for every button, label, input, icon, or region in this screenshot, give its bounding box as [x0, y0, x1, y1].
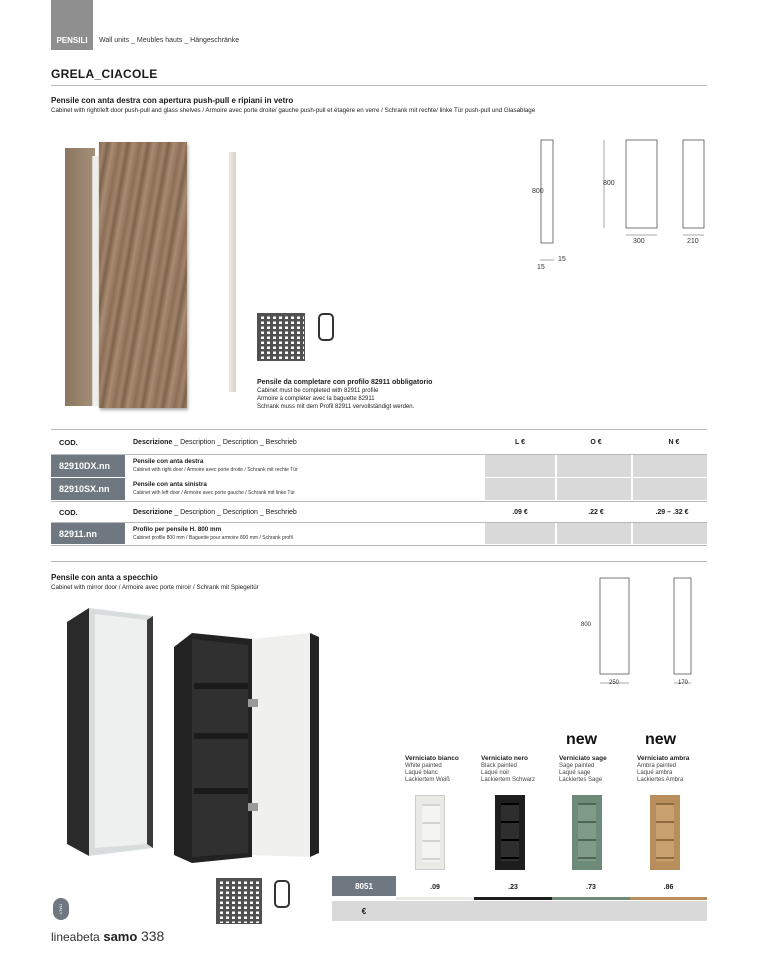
price-n: .29 – .32 €: [655, 509, 689, 516]
cabinet-white-thumb: [415, 795, 445, 870]
row-sub: Cabinet with left door / Armoire avec porte gauche / Schrank mit linke Tür: [133, 490, 295, 496]
page-number: 338: [140, 928, 165, 944]
row-sub: Cabinet profile 800 mm / Baguette pour armoire 800 mm / Schrank profil: [133, 535, 293, 541]
country-badge: ITALY: [53, 898, 69, 920]
dimension-drawing: [520, 135, 720, 280]
profile-image: [229, 152, 236, 392]
dim-width: 300: [633, 238, 645, 245]
row-title: Pensile con anta sinistra: [133, 481, 207, 488]
phone-icon: [318, 313, 334, 341]
price-sage: .73: [586, 884, 596, 891]
dim-depth-2: 15: [537, 264, 545, 271]
new-badge: new: [566, 731, 598, 748]
col-cod: COD.: [59, 508, 78, 517]
mirror-cabinet-closed-image: [67, 608, 155, 856]
table-header: [51, 502, 707, 522]
qr-code[interactable]: [216, 878, 262, 924]
note-line-fr: Armoire à compléter avec la baguette 82911: [257, 396, 375, 402]
currency-label: €: [332, 901, 396, 921]
section-tag: PENSILI: [51, 0, 93, 50]
dimension-drawing: [590, 575, 700, 690]
product-title: Pensile con anta destra con apertura push-pull e ripiani in vetro: [51, 96, 294, 105]
price-blank-row: [396, 901, 707, 921]
table-row: [51, 455, 707, 477]
wood-cabinet-image: [65, 142, 187, 408]
cabinet-black-thumb: [495, 795, 525, 870]
phone-icon: [274, 880, 290, 908]
price-white: .09: [430, 884, 440, 891]
dim-depth: 170: [678, 680, 689, 686]
footer-brand: lineabeta samo 338: [51, 928, 165, 944]
dim-height: 800: [581, 622, 592, 628]
col-l: L €: [515, 439, 525, 446]
dim-width: 250: [609, 680, 620, 686]
table-row: [51, 523, 707, 544]
product-code: 82910SX.nn: [51, 478, 125, 500]
profile-note: [257, 379, 517, 411]
finish-sage: Verniciato sage Sage painted Laqué sage Lackiertes Sage: [559, 755, 607, 783]
row-title: Profilo per pensile H. 800 mm: [133, 526, 222, 533]
dim-depth-1: 15: [558, 256, 566, 263]
new-badge: new: [645, 731, 677, 748]
product-subtitle: Cabinet with mirror door / Armoire avec porte miroir / Schrank mit Spiegeltür: [51, 584, 259, 591]
col-n: N €: [668, 439, 680, 446]
product-subtitle: Cabinet with right/left door push-pull and glass shelves / Armoire avec porte droite/ gauche push-pull et étagère en verre / Schrank mit rechte/ linke Tür push-pull und Glasablage: [51, 107, 536, 114]
cabinet-ambra-thumb: [650, 795, 680, 870]
product-code: 82910DX.nn: [51, 455, 125, 477]
col-desc: Descrizione _ Description _ Description _ Beschrieb: [133, 509, 297, 516]
dim-height-1: 800: [532, 188, 544, 195]
price-o: .22 €: [588, 509, 604, 516]
note-title: Pensile da completare con profilo 82911 obbligatorio: [257, 379, 433, 386]
collection-title: GRELA_CIACOLE: [51, 67, 158, 81]
divider: [51, 85, 707, 86]
product-title: Pensile con anta a specchio: [51, 573, 158, 582]
product-code: 82911.nn: [51, 523, 125, 544]
swatch-ambra: [630, 897, 707, 900]
breadcrumb: Wall units _ Meubles hauts _ Hängeschränke: [99, 37, 240, 44]
table-header: [51, 430, 707, 454]
dim-height-2: 800: [603, 180, 615, 187]
price-ambra: .86: [663, 884, 674, 891]
swatch-sage: [552, 897, 630, 900]
mirror-cabinet-open-image: [174, 633, 319, 863]
table-row: [51, 478, 707, 500]
col-o: O €: [590, 439, 602, 446]
qr-code[interactable]: [257, 313, 305, 361]
row-sub: Cabinet with right door / Armoire avec porte droite / Schrank mit rechte Tür: [133, 467, 298, 473]
swatch-white: [396, 897, 474, 900]
finish-black: Verniciato nero Black painted Laqué noir Lackiertem Schwarz: [481, 755, 536, 783]
col-desc: Descrizione _ Description _ Description _ Beschrieb: [133, 439, 297, 446]
finish-ambra: Verniciato ambra Ambra painted Laqué ambra Lackiertes Ambra: [637, 755, 690, 783]
price-l: .09 €: [512, 509, 528, 516]
cabinet-sage-thumb: [572, 795, 602, 870]
price-black: .23: [508, 884, 518, 891]
swatch-black: [474, 897, 552, 900]
row-title: Pensile con anta destra: [133, 458, 204, 465]
dim-depth: 210: [687, 238, 699, 245]
product-code: 8051: [332, 876, 396, 896]
note-line-de: Schrank muss mit dem Profil 82911 vervollständigt werden.: [257, 404, 415, 410]
finish-white: Verniciato bianco White painted Laqué blanc Lackiertem Weiß: [405, 755, 459, 783]
note-line-en: Cabinet must be completed with 82911 profile: [257, 388, 379, 394]
col-cod: COD.: [59, 438, 78, 447]
